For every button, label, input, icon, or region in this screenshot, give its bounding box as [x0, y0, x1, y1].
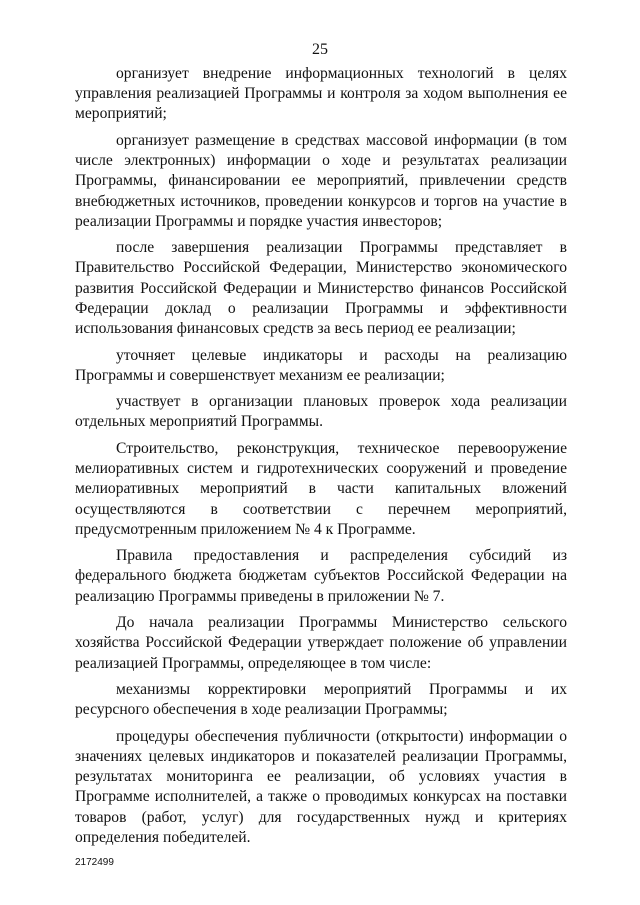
paragraph: Строительство, реконструкция, техническое перевооружение мелиоративных систем и гидротехнических сооружений и проведение мелиоративных мероприятий в части капитальных вложений осуществляются в соответствии с перечнем мероприятий, предусмотренным приложением № 4 к Программе.: [75, 439, 567, 538]
paragraph: организует размещение в средствах массовой информации (в том числе электронных) информации о ходе и результатах реализации Программы, финансировании ее мероприятий, привлечении средств внебюджетных источников, проведении конкурсов и торгов на участие в реализации Программы и порядке участия инвесторов;: [75, 131, 567, 230]
paragraph: после завершения реализации Программы представляет в Правительство Российской Федерации, Министерство экономического развития Российской Федерации и Министерство финансов Российской Федерации доклад о реализации Программы и эффективности использования финансовых средств за весь период ее реализации;: [75, 239, 567, 338]
paragraph: участвует в организации плановых проверок хода реализации отдельных мероприятий Программы.: [75, 393, 567, 431]
paragraph: Правила предоставления и распределения субсидий из федерального бюджета бюджетам субъектов Российской Федерации на реализацию Программы приведены в приложении № 7.: [75, 547, 567, 605]
paragraph: процедуры обеспечения публичности (открытости) информации о значениях целевых индикаторов и показателей реализации Программы, результатах мониторинга ее реализации, об условиях участия в Программе исполнителей, а также о проводимых конкурсах на поставки товаров (работ, услуг) для государственных нужд и критериях определения победителей.: [75, 727, 567, 846]
paragraph: механизмы корректировки мероприятий Программы и их ресурсного обеспечения в ходе реализации Программы;: [75, 681, 567, 719]
document-body: [75, 64, 567, 848]
paragraph: До начала реализации Программы Министерство сельского хозяйства Российской Федерации утверждает положение об управлении реализацией Программы, определяющее в том числе:: [75, 614, 567, 672]
paragraph: уточняет целевые индикаторы и расходы на реализацию Программы и совершенствует механизм ее реализации;: [75, 346, 567, 384]
paragraph: организует внедрение информационных технологий в целях управления реализацией Программы и контроля за ходом выполнения ее мероприятий;: [75, 65, 567, 123]
page-number: 25: [312, 41, 328, 58]
document-code: 2172499: [75, 857, 114, 868]
